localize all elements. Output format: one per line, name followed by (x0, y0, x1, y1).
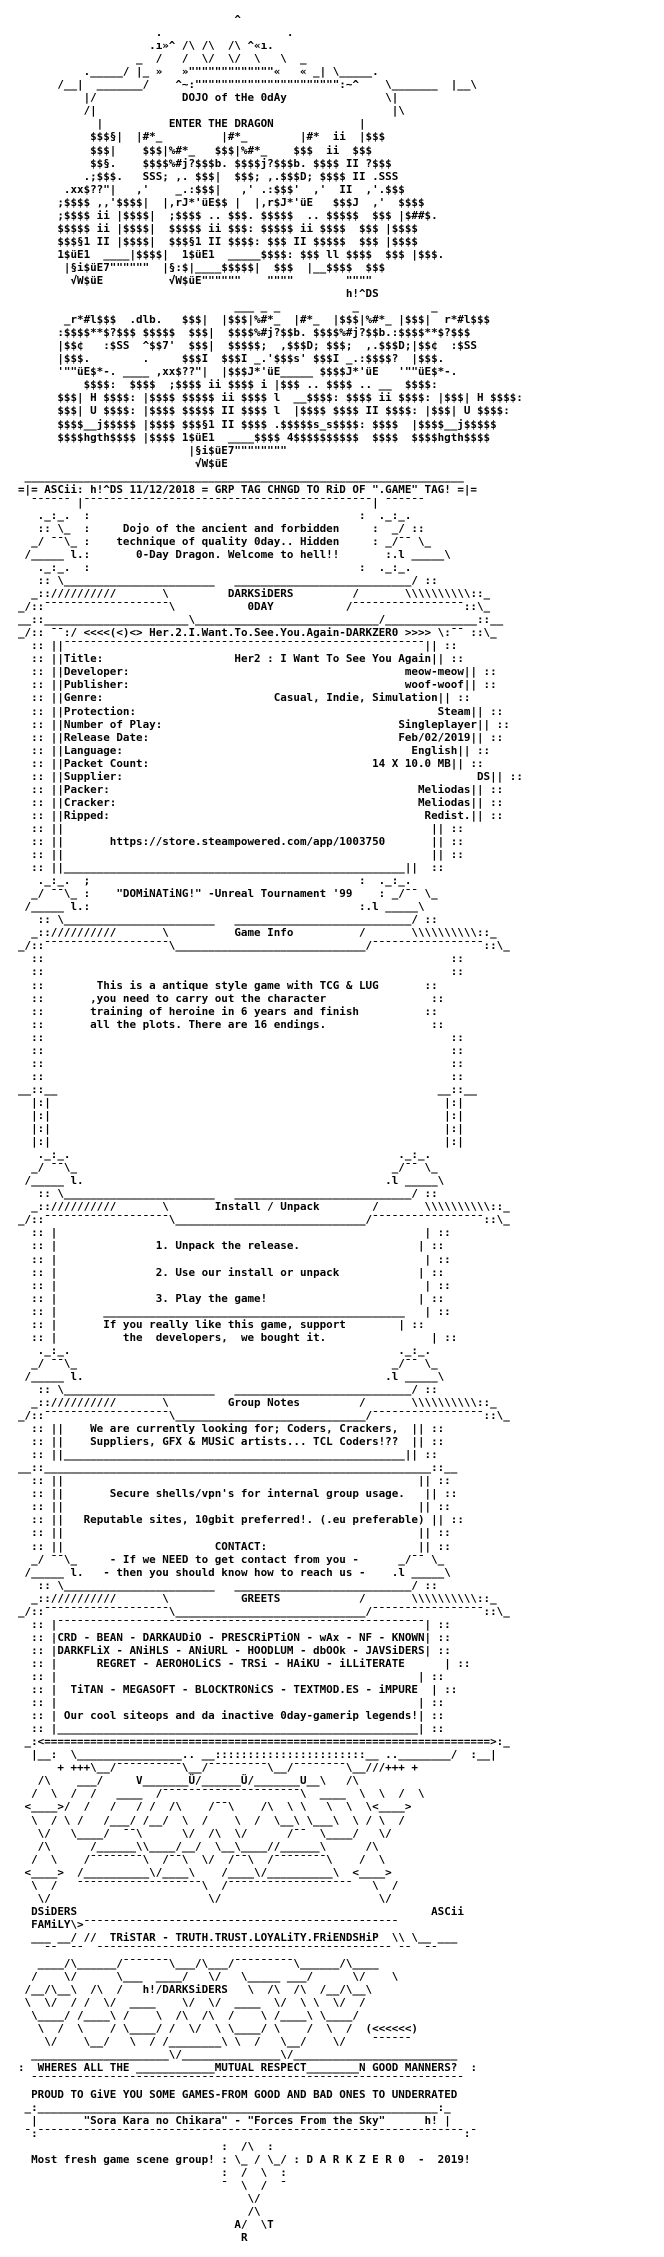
release-row: :: ||Number of Play: Singleplayer|| :: (18, 717, 510, 731)
logo-line: '""üE$*-. ____ ,xx$??"| |$$$J*'üE_____ $$$$J*'üE '""üE$*-. (18, 365, 458, 379)
game-info-line: :: training of heroine in 6 years and finish :: (18, 1004, 438, 1018)
art-credit-line: /__/\__\ /\ / h!/DARKSiDERS \ /\ /\ /__/\__\ (18, 1983, 373, 1997)
footer-art: \ / \ / \____/ / \/ \ \____/ \ / \ / (<<<<<<) (18, 2022, 418, 2036)
release-row: :: ||Protection: Steam|| :: (18, 704, 504, 718)
greets-text: CRD - BEAN - DARKAUDiO - PRESCRiPTiON - wAx - NF - KNOWN (57, 1630, 425, 1644)
frame-line: |:| |:| (18, 1095, 464, 1109)
logo-line: |§i$üE7"""""" |§:$|____$$$$$| $$$ |__$$$$ $$$ (18, 260, 386, 274)
footer-art: /\ (18, 2204, 261, 2218)
release-value: Her2 : I Want To See You Again (234, 652, 432, 666)
greets-line: :: | Our cool siteops and da inactive 0day-gamerip legends!| :: (18, 1709, 445, 1723)
release-value: DS (477, 769, 491, 783)
header-frame: |/ DOJO of tHe 0dAy \| (18, 91, 399, 105)
game-info-text: This is a antique style game with TCG & LUG (96, 978, 379, 992)
logo-line: √W$üE √W$üE"""""" """" """" (18, 273, 373, 287)
notes-text: Reputable sites, 10gbit preferred!. (.eu preferable) (83, 1513, 425, 1527)
logo-line: $$$§| |#*_ |#*_ |#* ii |$$$ (18, 130, 386, 144)
footer-art: _____________________\/_______________\/_________________________ (18, 2048, 458, 2062)
footer-art: <____>/ / / / / /\ /¯¯\ /\ \ \ \ \ \<____> (18, 1800, 412, 1814)
footer-art: \/ \____/ ¯¯\ \/ /\ \/ /¯¯ \____/ \/ (18, 1826, 392, 1840)
release-value: Meliodas (417, 782, 471, 796)
contact-text: - then you should know how to reach us - (103, 1565, 366, 1579)
release-label: Developer: (63, 665, 130, 679)
frame-line: :: ||____________________________________________________|| :: (18, 861, 445, 875)
footer-tags-line: FAMiLY\>¯¯¯¯¯¯¯¯¯¯¯¯¯¯¯¯¯¯¯¯¯¯¯¯¯¯¯¯¯¯¯¯¯¯¯¯¯¯¯¯¯¯¯¯¯¯¯¯ (31, 1917, 399, 1931)
game-info-text: training of heroine in 6 years and finish (90, 1004, 359, 1018)
frame-line: _/::¯¯¯¯¯¯¯¯¯¯¯¯¯¯¯¯¯¯¯\_____________________________/¯¯¯¯¯¯¯¯¯¯¯¯¯¯¯¯¯::\_ (18, 1213, 510, 1227)
logo-line: _r*#l$$$ .dlb. $$$| |$$$|%#*_ |#*_ |$$$|%#*_ |$$$| r*#l$$$ (18, 313, 491, 327)
game-info-text: ,you need to carry out the character (90, 991, 327, 1005)
logo-line: .;$$$. SSS; ,. $$$| $$$; ,.$$$D; $$$$ II .SSS (18, 169, 399, 183)
release-value: Feb/02/2019 (398, 730, 471, 744)
frame-line: :: ||____________________________________________________|| :: (18, 1448, 438, 1462)
frame-line: :: \_______________________ ___________________________/ :: (18, 574, 438, 588)
section-heading-line: _::////////// \ Game Info / \\\\\\\\\\::_ (18, 926, 497, 940)
frame-line: :: || || :: (18, 821, 464, 835)
frame-line: :: :: (18, 1030, 464, 1044)
frame-line: ._:_. : : ._:_. (18, 508, 412, 522)
release-row: :: ||Genre: Casual, Indie, Simulation|| :: (18, 691, 471, 705)
contact-line: _/ ¯¯\_ - If we NEED to get contact from you - _/¯¯ \_ (18, 1552, 445, 1566)
frame-line: :: \_______________________ ___________________________/ :: (18, 913, 438, 927)
release-label: Number of Play: (63, 717, 163, 731)
logo-line: |§i$üE7"""""""" (18, 443, 287, 457)
release-value: Steam (437, 704, 471, 718)
release-label: Genre: (63, 691, 104, 705)
logo-line: ___ _ _ _ _ (18, 300, 438, 314)
notes-line: :: || Suppliers, GFX & MUSiC artists... TCL Coders!?? || :: (18, 1435, 445, 1449)
frame-line: ._:_. : : ._:_. (18, 561, 412, 575)
proud-text: PROUD TO GiVE YOU SOME GAMES-FROM GOOD AND BAD ONES TO UNDERRATED (31, 2087, 458, 2101)
logo-line: $$$$: $$$$ ;$$$$ ii $$$$ i |$$$ .. $$$$ .. __ $$$$: (18, 378, 445, 392)
greets-line: :: | REGRET - AEROHOLiCS - TRSi - HAiKU - iLLiTERATE | :: (18, 1656, 471, 1670)
notice-line: =|= ASCii: h!^DS 11/12/2018 = GRP TAG CHNGD TO RiD OF ".GAME" TAG! =|= (18, 482, 477, 496)
logo-line: 1$üE1 ____|$$$$| 1$üE1 _____$$$$: $$$ ll $$$$ $$$ |$$$. (18, 247, 445, 261)
frame-line: :: :: (18, 952, 464, 966)
logo-line: $$$$__j$$$$$ |$$$$ $$$§1 II $$$$ .$$$$$s_s$$$$: $$$$ |$$$$__j$$$$$ (18, 417, 497, 431)
dsiders-tag: DSiDERS (31, 1904, 78, 1918)
release-label: Cracker: (63, 795, 117, 809)
install-step: 2. Use our install or unpack (155, 1265, 340, 1279)
frame-line: :: | | :: (18, 1278, 451, 1292)
frame-line: :: || || :: (18, 1474, 451, 1488)
greets-text: DARKFLiX - ANiHLS - ANiURL - HOODLUM - dbOOk - JAVSiDERS (57, 1643, 425, 1657)
notice-text: ASCii: h!^DS 11/12/2018 = GRP TAG CHNGD TO RiD OF ".GAME" TAG! (44, 482, 451, 496)
logo-credit-line (18, 287, 646, 300)
release-label: Publisher: (63, 678, 130, 692)
frame-line: __::______________________\____________________________/______________::__ (18, 613, 504, 627)
darkzero-text: D A R K Z E R 0 - 2019! (306, 2152, 471, 2166)
footer-art: \ / \ / /___/ /__/ \ / \ / \__\ \___\ \ / \ / (18, 1813, 405, 1827)
release-row: :: ||Title: Her2 : I Want To See You Again|| :: (18, 652, 464, 666)
footer-art: / \ / / ____ /¯¯¯¯¯¯¯¯¯¯¯¯¯¯¯¯¯¯¯¯¯\ ____ \ \ / \ (18, 1787, 425, 1801)
intro-text: Dojo of the ancient and forbidden (122, 521, 340, 535)
release-banner-line: _/:: ¯¯:/ <<<<(<)<> Her.2.I.Want.To.See.You.Again-DARKZER0 >>>> \:¯¯ ::\_ (18, 626, 497, 640)
frame-line: :: ||¯¯¯¯¯¯¯¯¯¯¯¯¯¯¯¯¯¯¯¯¯¯¯¯¯¯¯¯¯¯¯¯¯¯¯¯¯¯¯¯¯¯¯¯¯¯¯¯¯¯¯¯¯¯¯|| :: (18, 639, 458, 653)
release-row: :: ||Cracker: Meliodas|| :: (18, 795, 504, 809)
frame-line: :: | ______________________________________________ | :: (18, 1304, 451, 1318)
logo-line: $$$| U $$$$: |$$$$ $$$$$ II $$$$ l |$$$$ $$$$ II $$$$: |$$$| U $$$$: (18, 404, 510, 418)
frame-line: ._:_. ; : ._:_. (18, 874, 412, 888)
motto-text: TRiSTAR - TRUTH.TRUST.LOYALiTY.FRiENDSHiP (109, 1930, 379, 1944)
footer-art: \/ (18, 2191, 261, 2205)
footer-art: ¯¯¯¯¯¯¯¯¯¯¯¯¯¯¯¯¯¯¯¯¯¯¯¯¯¯¯¯¯¯¯¯¯¯¯¯¯¯¯¯¯¯¯¯¯¯¯¯¯¯¯¯¯¯¯¯¯¯¯¯¯¯¯¯¯¯ (18, 2074, 464, 2088)
release-value: Casual, Indie, Simulation (273, 691, 438, 705)
logo-line: |$$¢ :$SS ^$$7' $$$| $$$$$; ,$$$D; $$$; ,.$$$D;|$$¢ :$SS (18, 339, 477, 353)
intro-line: :: \_ : Dojo of the ancient and forbidden : _/ :: (18, 521, 425, 535)
footer-art: \____/ /____\ / \ /\ /\ / \ /____\ \____/ (18, 2009, 359, 2023)
footer-art: _:_____________________________________________________________:_ (18, 2100, 451, 2114)
frame-line: /_____ l.: :.l _____\ (18, 900, 425, 914)
logo-line: ;$$$$ ii |$$$$| ;$$$$ .. $$$. $$$$$ .. $$$$$ $$$ |$##$. (18, 208, 438, 222)
header-art: ^ (18, 13, 241, 27)
frame-line: /_____ l. .l _____\ (18, 1174, 445, 1188)
greets-line: :: |DARKFLiX - ANiHLS - ANiURL - HOODLUM - dbOOk - JAVSiDERS| :: (18, 1643, 451, 1657)
frame-line: :: | | :: (18, 1670, 445, 1683)
notes-text: Suppliers, GFX & MUSiC artists... TCL Coders!?? (90, 1435, 399, 1449)
game-info-line: :: This is a antique style game with TCG & LUG :: (18, 978, 438, 992)
greets-heading: GREETS (240, 1591, 281, 1605)
release-value: English (411, 743, 458, 757)
install-heading: Install / Unpack (214, 1200, 320, 1214)
support-line: :: | the developers, we bought it. | :: (18, 1330, 458, 1344)
frame-line: _/ ¯¯\_ _/¯¯ \_ (18, 1161, 438, 1175)
frame-line: |:| |:| (18, 1122, 464, 1136)
section-heading-line: _::////////// \ GREETS / \\\\\\\\\\::_ (18, 1591, 497, 1605)
art-letters-line (18, 2231, 646, 2244)
release-label: Protection: (63, 704, 137, 718)
header-frame: | ENTER THE DRAGON | (18, 117, 366, 131)
game-info-line: :: all the plots. There are 16 endings. :: (18, 1017, 445, 1031)
release-row: :: ||Publisher: woof-woof|| :: (18, 678, 497, 692)
release-value: 14 X 10.0 MB (372, 756, 451, 770)
release-label: Language: (63, 743, 123, 757)
intro-line: _/ ¯¯\_ : technique of quality 0day.. Hidden : _/¯¯ \_ (18, 534, 432, 548)
support-text: the developers, we bought it. (122, 1330, 327, 1344)
logo-line: $$$$$ ii |$$$$| $$$$$ ii $$$: $$$$$ ii $$$$ $$$ |$$$$ (18, 221, 418, 235)
frame-line: _/ ¯¯\_ _/¯¯ \_ (18, 1356, 438, 1370)
footer-art: /\ ___/ V_______Ü/______Ü/_______U__\ /\ (18, 1774, 359, 1788)
footer-art: \/ \/ \/ (18, 1891, 392, 1905)
store-link[interactable]: https://store.steampowered.com/app/1003750 (109, 835, 386, 848)
notes-text: Secure shells/vpn's for internal group usage. (109, 1487, 405, 1501)
frame-line: :: :: (18, 1043, 464, 1057)
footer-art: <____> /__________\/____\ /____\/__________\ <____> (18, 1865, 392, 1879)
footer-tags-line (18, 1905, 646, 1918)
release-label: Supplier: (63, 769, 123, 783)
release-value: woof-woof (404, 678, 464, 692)
contact-text: - If we NEED to get contact from you - (109, 1552, 359, 1566)
art-letter-t: T (267, 2217, 274, 2231)
group-line: _/::¯¯¯¯¯¯¯¯¯¯¯¯¯¯¯¯¯¯¯\ 0DAY /¯¯¯¯¯¯¯¯¯¯¯¯¯¯¯¯¯::\_ (18, 600, 491, 614)
frame-line: _/::¯¯¯¯¯¯¯¯¯¯¯¯¯¯¯¯¯¯¯\_____________________________/¯¯¯¯¯¯¯¯¯¯¯¯¯¯¯¯¯::\_ (18, 1604, 510, 1618)
contact-line: /_____ l. - then you should know how to reach us - .l _____\ (18, 1565, 451, 1579)
url-line: :: || https://store.steampowered.com/app/1003750 || :: (18, 835, 464, 848)
fresh-text: Most fresh game scene group! (31, 2152, 215, 2166)
contact-label: CONTACT: (214, 1539, 268, 1553)
frame-line: ._:_. ._:_. (18, 1343, 432, 1357)
notes-line: :: || Secure shells/vpn's for internal group usage. || :: (18, 1487, 458, 1501)
footer-art: + +++\__/¯¯¯¯¯¯¯¯¯¯\__/¯¯¯¯¯¯¯¯¯\__/¯¯¯¯¯¯¯¯\__///+++ + (18, 1761, 418, 1775)
frame-line: _:<====================================================================>:_ (18, 1735, 510, 1749)
frame-line: _/::¯¯¯¯¯¯¯¯¯¯¯¯¯¯¯¯¯¯¯\_____________________________/¯¯¯¯¯¯¯¯¯¯¯¯¯¯¯¯¯::\_ (18, 1409, 510, 1423)
greets-text: TiTAN - MEGASOFT - BLOCKTRONiCS - TEXTMOD.ES - iMPURE (70, 1683, 418, 1697)
footer-art: \ / ¯¯¯¯¯¯¯¯¯¯¯¯¯¯¯¯¯¯¯\ /¯¯¯¯¯¯¯¯¯¯¯¯¯¯¯¯¯¯¯ \ / (18, 1878, 399, 1892)
header-art: .ı»^ /\ /\ /\ ^«ı. (18, 39, 274, 53)
proud-line (18, 2088, 646, 2101)
release-label: Title: (63, 652, 104, 666)
footer-art: ____/\______/¯¯¯¯¯¯¯\___/\___/¯¯¯¯¯¯¯¯¯\______/\____ (18, 1957, 379, 1971)
release-banner: <<<<(<)<> Her.2.I.Want.To.See.You.Again-DARKZER0 >>>> (83, 626, 432, 640)
wheres-text: WHERES ALL THE (37, 2061, 130, 2075)
release-value: Singleplayer (398, 717, 477, 731)
frame-line: :: | | :: (18, 1226, 451, 1240)
family-tag: FAMiLY (31, 1917, 71, 1931)
release-label: Packer: (63, 782, 110, 796)
footer-art: ¯¯ ¯¯ ¯¯¯¯¯¯¯¯¯¯¯¯¯¯¯¯¯¯¯¯¯¯¯¯¯¯¯¯¯¯¯¯¯¯¯¯¯¯¯¯¯¯¯¯¯ ¯¯ ¯¯ (18, 1943, 438, 1957)
release-row: :: ||Developer: meow-meow|| :: (18, 665, 497, 679)
logo-line: ;$$$$ ,,'$$$$| |,rJ*'üE$$ | |,r$J*'üE $$$J ,' $$$$ (18, 195, 425, 209)
install-step: 1. Unpack the release. (155, 1239, 300, 1253)
logo-line: $$$| $$$|%#*_ $$$|%#*_ $$$ ii $$$ (18, 143, 373, 157)
intro-text: technique of quality 0day.. Hidden (116, 534, 340, 548)
install-step-line: :: | 3. Play the game! | :: (18, 1291, 445, 1305)
intro-line: /_____ l.: 0-Day Dragon. Welcome to hell!! :.l _____\ (18, 547, 451, 561)
frame-line: :: :: (18, 1056, 464, 1070)
mutual-text: MUTUAL RESPECT (214, 2061, 307, 2075)
logo-line: $$$§1 II |$$$$| $$$§1 II $$$$: $$$ II $$$$$ $$$ |$$$$ (18, 234, 418, 248)
manners-text: N GOOD MANNERS? (358, 2061, 458, 2075)
frame-line: :: |¯¯¯¯¯¯¯¯¯¯¯¯¯¯¯¯¯¯¯¯¯¯¯¯¯¯¯¯¯¯¯¯¯¯¯¯¯¯¯¯¯¯¯¯¯¯¯¯¯¯¯¯¯¯¯¯| :: (18, 1617, 451, 1631)
frame-line: :: \_______________________ ___________________________/ :: (18, 1382, 438, 1396)
frame-line: |:| |:| (18, 1135, 464, 1149)
frame-line: :: || || :: (18, 848, 464, 862)
game-info-heading: Game Info (234, 926, 294, 940)
release-value: Redist. (424, 808, 471, 822)
greets-line: :: |CRD - BEAN - DARKAUDiO - PRESCRiPTiON - wAx - NF - KNOWN| :: (18, 1630, 451, 1644)
greets-line: :: | TiTAN - MEGASOFT - BLOCKTRONiCS - TEXTMOD.ES - iMPURE | :: (18, 1683, 458, 1697)
sora-tag: h! (424, 2113, 438, 2127)
support-text: If you really like this game, support (103, 1317, 346, 1331)
header-subtitle: ENTER THE DRAGON (168, 117, 274, 131)
section-heading-line: _::////////// \ Install / Unpack / \\\\\\\\\\::_ (18, 1200, 510, 1214)
install-step-line: :: | 1. Unpack the release. | :: (18, 1239, 445, 1253)
frame-line: ¯¯¯¯¯¯ |¯¯¯¯¯¯¯¯¯¯¯¯¯¯¯¯¯¯¯¯¯¯¯¯¯¯¯¯¯¯¯¯¯¯¯¯¯¯¯¯¯¯¯¯| ¯¯¯¯¯¯ (18, 495, 425, 509)
install-step-line: :: | 2. Use our install or unpack | :: (18, 1265, 445, 1279)
header-title: DOJO of tHe 0dAy (181, 91, 287, 105)
fresh-line: Most fresh game scene group! : \_ / \_/ : D A R K Z E R 0 - 2019! (31, 2152, 471, 2166)
footer-art: ¯ \ / ¯ (18, 2178, 287, 2192)
frame-line: |:| |:| (18, 1108, 464, 1122)
footer-art: \ \/ / / \/ ____ \/ \/ ____ \/ \ \ \/ / (18, 1996, 366, 2010)
contact-line: :: || CONTACT: || :: (18, 1539, 451, 1553)
frame-line: :: |_______________________________________________________| :: (18, 1722, 445, 1736)
art-credit: h!/DARKSiDERS (142, 1983, 228, 1997)
frame-line: :: | | :: (18, 1696, 445, 1710)
frame-line: /_____ l. .l _____\ (18, 1369, 445, 1383)
quote-line: _/ ¯¯\_ : "DOMiNATiNG!" -Unreal Tournament '99 : _/¯¯ \_ (18, 887, 438, 901)
footer-art: : /\ : (18, 2139, 274, 2153)
release-row: :: ||Language: English|| :: (18, 743, 491, 757)
section-heading-line: _::////////// \ Group Notes / \\\\\\\\\\::_ (18, 1396, 497, 1410)
notes-line: :: || We are currently looking for; Coders, Crackers, || :: (18, 1422, 445, 1436)
quote-text: "DOMiNATiNG!" -Unreal Tournament '99 (116, 887, 353, 901)
header-frame: /__| _______/ ^~:"""""""""""""""""""""":~^ \_______ |__\ (18, 78, 477, 92)
logo-line: $$§. $$$$%#j?$$$b. $$$$j?$$$b. $$$$ II ?$$$ (18, 156, 392, 170)
greets-text: Our cool siteops and da inactive 0day-gamerip legends! (63, 1709, 418, 1723)
notes-line: :: || Reputable sites, 10gbit preferred!. (.eu preferable) || :: (18, 1513, 464, 1527)
frame-line: ___________________________________________________________________ (18, 469, 464, 483)
footer-art: / \/ \___ ____/ \/ \_____ ___/ \/ \ (18, 1970, 399, 1984)
greets-text: REGRET - AEROHOLiCS - TRSi - HAiKU - iLLiTERATE (96, 1656, 405, 1670)
logo-credit: h!^DS (345, 287, 379, 301)
art-letter-a: A (234, 2217, 241, 2231)
footer-art: / \ /¯¯¯¯¯¯¯¯\ /¯¯\ \/ /¯¯\ /¯¯¯¯¯¯¯¯\ / \ (18, 1852, 386, 1866)
group-notes-heading: Group Notes (227, 1396, 300, 1410)
group-line: _::////////// \ DARKSiDERS / \\\\\\\\\\::_ (18, 587, 491, 601)
group-name: DARKSiDERS (227, 587, 294, 601)
notes-text: We are currently looking for; Coders, Crackers, (90, 1422, 399, 1436)
logo-line: $$$$hgth$$$$ |$$$$ 1$üE1 ____$$$$ 4$$$$$$$$$$ $$$$ $$$$hgth$$$$ (18, 430, 491, 444)
release-row: :: ||Release Date: Feb/02/2019|| :: (18, 730, 504, 744)
art-letters-line: A/ \T (234, 2217, 274, 2231)
logo-line: $$$| H $$$$: |$$$$ $$$$$ ii $$$$ l __$$$$: $$$$ ii $$$$: |$$$| H $$$$: (18, 391, 523, 405)
footer-art: \/ \__/ \ / /________\ \ / \__/ \/ ¯¯¯¯¯¯ (18, 2035, 412, 2049)
group-sub: 0DAY (247, 600, 274, 614)
release-row: :: ||Ripped: Redist.|| :: (18, 808, 504, 822)
frame-line: :: || || :: (18, 1500, 451, 1514)
header-art: . . (18, 26, 294, 40)
support-line: :: | If you really like this game, support | :: (18, 1317, 425, 1331)
art-letter-r: R (240, 2231, 248, 2245)
frame-line: :: \_______________________ ___________________________/ :: (18, 1187, 438, 1201)
release-value: Meliodas (417, 795, 471, 809)
header-frame: /| |\ (18, 104, 405, 118)
release-row: :: ||Packet Count: 14 X 10.0 MB|| :: (18, 756, 484, 770)
footer-art: ¯:¯¯¯¯¯¯¯¯¯¯¯¯¯¯¯¯¯¯¯¯¯¯¯¯¯¯¯¯¯¯¯¯¯¯¯¯¯¯¯¯¯¯¯¯¯¯¯¯¯¯¯¯¯¯¯¯¯¯¯¯¯¯¯¯¯:¯ (18, 2126, 477, 2140)
frame-line: :: :: (18, 1069, 464, 1083)
game-info-text: all the plots. There are 16 endings. (90, 1017, 327, 1031)
footer-art: |__: \________________.. __:::::::::::::::::::::::__ ..________/ :__| (18, 1748, 497, 1762)
sora-line: | "Sora Kara no Chikara" - "Forces From the Sky" h! | (18, 2113, 451, 2127)
sora-text: "Sora Kara no Chikara" - "Forces From the Sky" (83, 2113, 386, 2127)
logo-line: .xx$??"| ,' _.:$$$| ,' .:$$$' ,' II ,'.$$$ (18, 182, 405, 196)
header-art: ._____/ |_ » »"""""""""""""« « _| \_____. (18, 65, 379, 79)
wheres-line: : WHERES ALL THE ____________MUTUAL RESPECT________N GOOD MANNERS? : (18, 2061, 478, 2075)
logo-line: :$$$$**$?$$$ $$$$$ $$$| $$$$%#j?$$b. $$$$%#j?$$b.:$$$$**$?$$$ (18, 326, 471, 340)
release-row: :: ||Packer: Meliodas|| :: (18, 782, 504, 796)
frame-line: ._:_. ._:_. (18, 1148, 432, 1162)
release-label: Ripped: (63, 808, 110, 822)
game-info-line: :: ,you need to carry out the character :: (18, 991, 445, 1005)
frame-line: :: \_______________________ ___________________________/ :: (18, 1578, 438, 1592)
logo-line: √W$üE (18, 456, 228, 470)
motto-line: ___ __/ // TRiSTAR - TRUTH.TRUST.LOYALiTY.FRiENDSHiP \\ \__ ___ (18, 1930, 458, 1944)
footer-art: /\ /______\\____/__/ \__\____//______\ /\ (18, 1839, 379, 1853)
intro-text: 0-Day Dragon. Welcome to hell!! (136, 547, 340, 561)
install-step: 3. Play the game! (155, 1291, 268, 1305)
frame-line: _/::¯¯¯¯¯¯¯¯¯¯¯¯¯¯¯¯¯¯¯\_____________________________/¯¯¯¯¯¯¯¯¯¯¯¯¯¯¯¯¯::\_ (18, 939, 510, 953)
release-value: meow-meow (404, 665, 464, 679)
release-label: Release Date: (63, 730, 150, 744)
logo-line: |$$$. . $$$I $$$I _.'$$$s' $$$I _.:$$$$? |$$$. (18, 352, 445, 366)
frame-line: :: || || :: (18, 1526, 451, 1540)
release-label: Packet Count: (63, 756, 150, 770)
frame-line: __::___________________________________________________________::__ (18, 1461, 458, 1475)
footer-art: : / \ : (18, 2165, 287, 2179)
ascii-tag: ASCii (431, 1904, 464, 1918)
frame-line: __::__ __::__ (18, 1082, 477, 1096)
release-row: :: ||Supplier: DS|| :: (18, 769, 523, 783)
frame-line: :: | | :: (18, 1252, 451, 1266)
header-art: _ / / \/ \/ \ \ _ (18, 52, 307, 66)
frame-line: :: :: (18, 965, 464, 979)
